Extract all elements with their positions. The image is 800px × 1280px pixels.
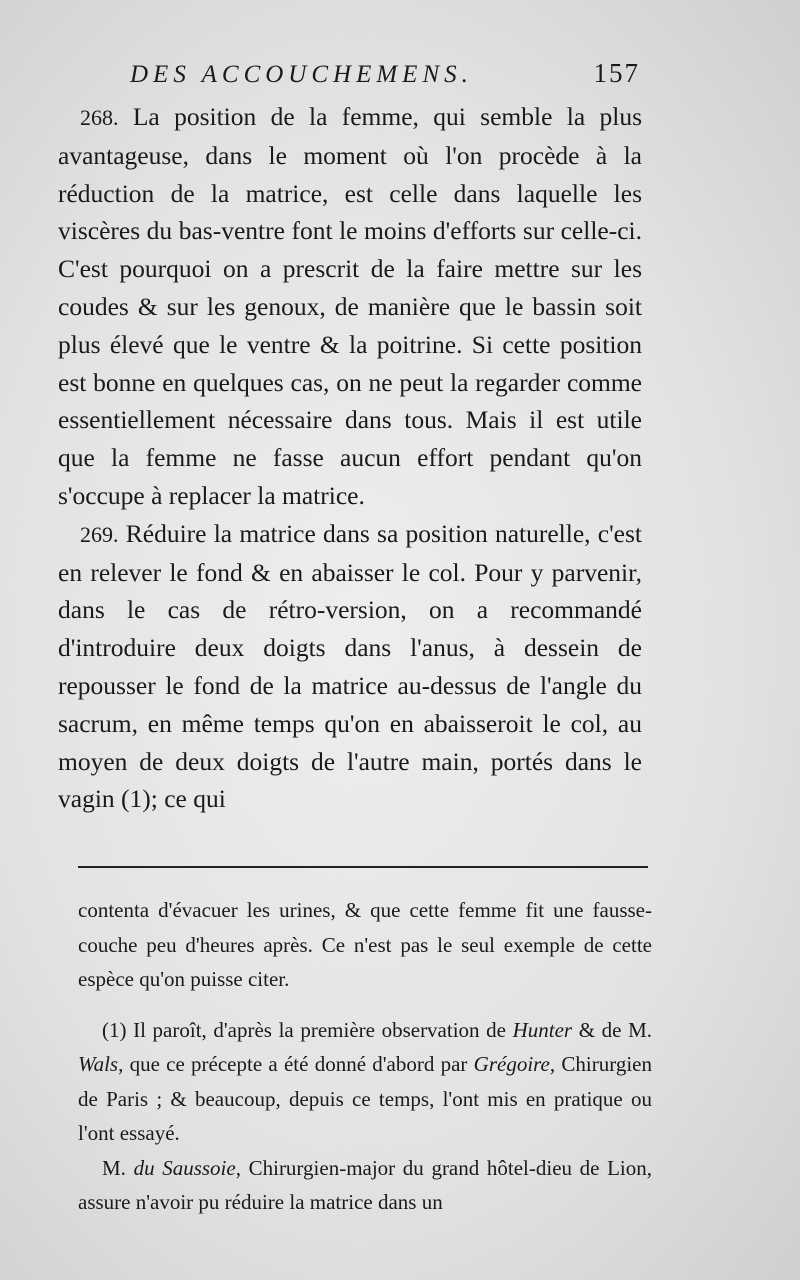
main-text [58,98,642,818]
footnote-text: , Chirurgien de Paris ; & beaucoup, depuis ce temps, l'ont mis en pratique ou l'ont essayé. [78,1052,652,1145]
footnote-text: , Chirurgien-major du grand hôtel-dieu de Lion, assure n'avoir pu réduire la matrice dans un [78,1155,653,1214]
author-name: du Saussoie [133,1155,236,1180]
footnote-1-continued [78,1151,652,1220]
footnote-continuation: contenta d'évacuer les urines, & que cette femme fit une fausse-couche peu d'heures après. Ce n'est pas le seul exemple de cette espèce qu'on puisse citer. [78,898,652,991]
footnote-1 [78,1013,652,1151]
author-name: Wals [78,1052,119,1076]
footnote-rule [78,866,648,868]
paragraph-text: Réduire la matrice dans sa position naturelle, c'est en relever le fond & en abaisser le col. Pour y parvenir, dans le cas de rétro-version, on a recommandé d'introduire deux doigts dans l'anus, à dessein de repousser le fond de la matrice au-dessus de l'angle du sacrum, en même temps qu'on en abaisseroit le col, au moyen de deux doigts de l'autre main, portés dans le vagin [58,518,642,814]
footnote-text: Il paroît, d'après la première observation de [133,1017,506,1042]
paragraph-number: 268. [80,105,119,130]
footnote-text: , que ce précepte a été donné d'abord par [118,1052,468,1076]
paragraph-text: La position de la femme, qui semble la plus avantageuse, dans le moment où l'on procède à la réduction de la matrice, est celle dans laquelle les viscères du bas-ventre font le moins d'efforts sur celle-ci. C'est pourquoi on a prescrit de la faire mettre sur les coudes & sur les genoux, de manière que le bassin soit plus élevé que le ventre & la poitrine. Si cette position est bonne en quelques cas, on ne peut la regarder comme essentiellement nécessaire dans tous. Mais il est utile que la femme ne fasse aucun effort pendant qu'on s'occupe à replacer la matrice. [58,102,642,510]
footnote-text: & de M. [578,1017,652,1042]
paragraph-268 [58,98,642,515]
paragraph-text-end: ; ce qui [150,784,226,814]
footnote-text: M. [102,1155,126,1180]
paragraph-269 [58,515,642,818]
page-number: 157 [593,58,640,88]
running-header [130,58,640,89]
footnote-mark: (1) [102,1017,127,1042]
author-name: Hunter [512,1017,573,1042]
running-title: DES ACCOUCHEMENS. [130,61,473,88]
author-name: Grégoire [473,1052,550,1076]
paragraph-number: 269. [80,521,119,547]
footnotes [78,893,652,1220]
footnote-reference: (1) [121,784,151,814]
